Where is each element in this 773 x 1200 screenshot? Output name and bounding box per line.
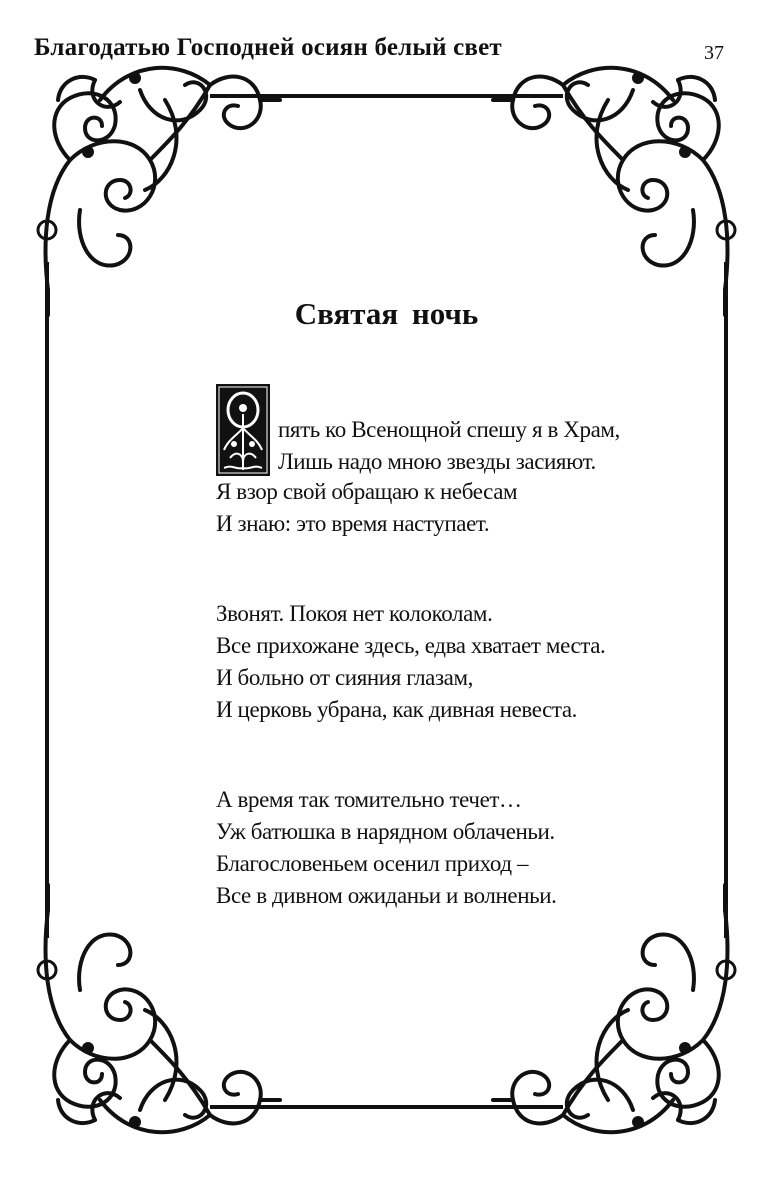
dropcap-block: [216, 380, 686, 476]
poem-line: Я взор свой обращаю к небесам: [216, 479, 518, 504]
ornamental-initial-icon: [216, 384, 270, 476]
poem-line: Все прихожане здесь, едва хватает места.: [216, 633, 606, 658]
poem-line: А время так томительно течет…: [216, 787, 522, 812]
poem-body: [216, 380, 686, 912]
poem-line: Звонят. Покоя нет колоколам.: [216, 601, 493, 626]
poem-line: пять ко Всенощной спешу я в Храм,: [278, 417, 620, 442]
page-number: 37: [704, 42, 724, 64]
poem-title: Святая ночь: [294, 296, 479, 331]
poem-line: Лишь надо мною звезды засияют.: [278, 449, 596, 474]
poem-line: И церковь убрана, как дивная невеста.: [216, 697, 578, 722]
stanza-2: [216, 598, 686, 726]
running-head-title: Благодатью Господней осиян белый свет: [34, 34, 502, 61]
stanza-gap: [216, 540, 686, 598]
poem-line: Все в дивном ожиданьи и волненьи.: [216, 883, 557, 908]
poem-line: Благословеньем осенил приход –: [216, 851, 529, 876]
poem-line: И больно от сияния глазам,: [216, 665, 473, 690]
stanza-1: [216, 380, 686, 540]
poem-line: И знаю: это время наступает.: [216, 511, 490, 536]
stanza-3: [216, 784, 686, 912]
stanza-gap: [216, 726, 686, 784]
poem-line: Уж батюшка в нарядном облаченьи.: [216, 819, 555, 844]
